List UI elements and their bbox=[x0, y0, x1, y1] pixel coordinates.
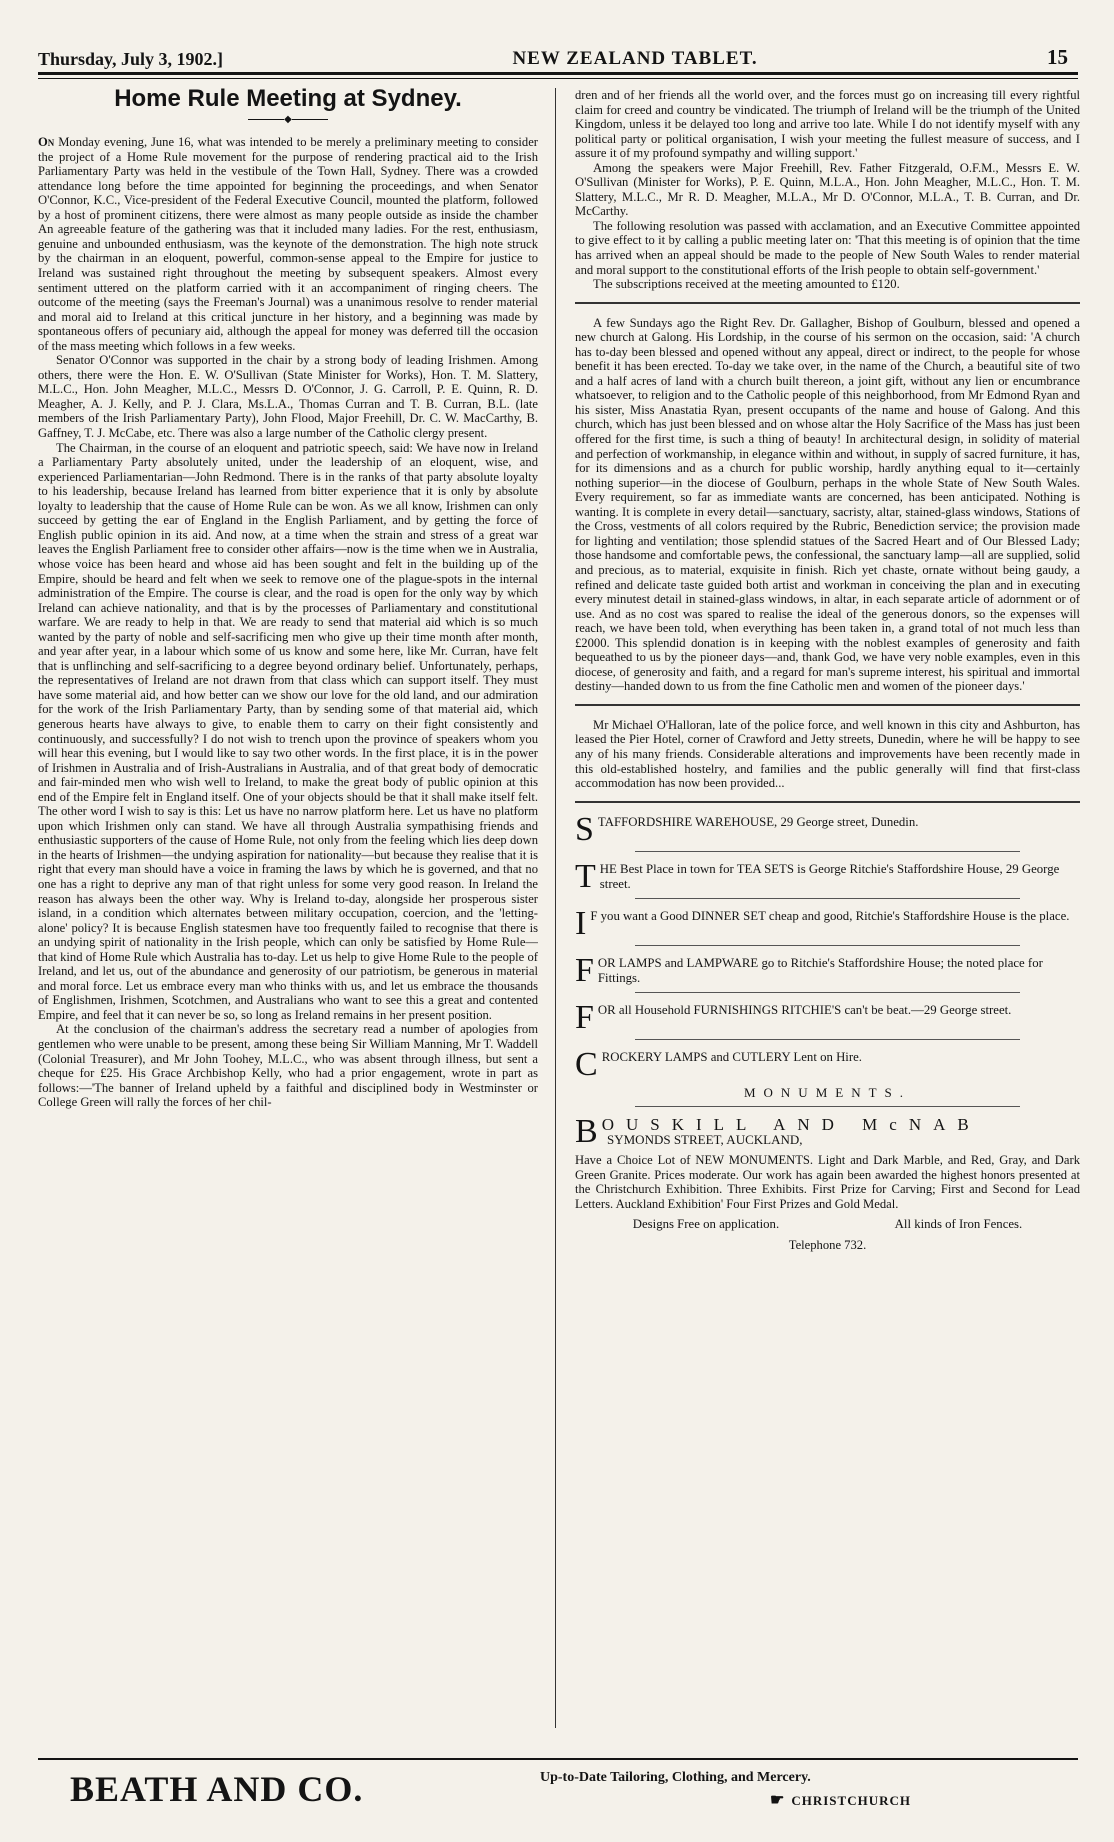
pier-hotel-paragraph: Mr Michael O'Halloran, late of the police force, and well known in this city and Ashburton, has leased the Pier Hotel, corner of Crawford and Jetty streets, Dunedin, where he will be happy to see any of his many friends. Considerable alterations and improvements have been recently made in this old-established hostelry, and families and the public generally will find that first-class accommodation has now been provided... bbox=[575, 717, 1080, 791]
article-paragraph-5: dren and of her friends all the world over, and the forces must go on increasing till every rightful claim for creed and country be vindicated. The triumph of Ireland will be the triumph of the United Kingdom, unless it be delayed too long and arrive too late. While I do not identify myself with any political party or political organisation, I wish your meeting the fullest measure of success, and I assure it of my profound sympathy and willing support.' bbox=[575, 88, 1080, 161]
article-paragraph-7: The following resolution was passed with acclamation, and an Executive Committee appointed to give effect to it by calling a public meeting later on: 'That this meeting is of opinion that the time has arrived when an appeal should be made to the people of New South Wales to render material and moral support to the constitutional efforts of the Irish people to obtain self-government.' bbox=[575, 218, 1080, 277]
title-ornament bbox=[38, 113, 538, 128]
monuments-heading: MONUMENTS. bbox=[743, 1084, 912, 1100]
drop-cap: S bbox=[575, 810, 594, 848]
drop-cap: F bbox=[575, 951, 594, 989]
article-paragraph-3: The Chairman, in the course of an eloquent and patriotic speech, said: We have now in Ireland a Parliamentary Party absolutely united, under the leadership of an eloquent, wise, and experienced Parliamentarian—John Redmond. There is in the ranks of that party absolute loyalty to his leadership, because Ireland has learned from bitter experience that it is only by absolute loyalty to leadership that the cause of Home Rule can be won. As we all know, Irishmen can only succeed by getting the ear of England in the English Parliament, and by getting the force of English public opinion in its aid. And now, at a time when the strain and stress of a great war leaves the English Parliament free to consider other affairs—now is the time when we in Australia, whose voice has been heard and whose aid has been sought and felt in the building up of the Empire, should be heard and felt when we seek to remove one of the plague-spots in the internal administration of the Empire. The course is clear, and the road is open for the only way by which Ireland can achieve nationality, and that is by the processes of Parliamentary and constitutional warfare. We are ready to help in that. We are ready to send that material aid which is so much wanted by the party of noble and self-sacrificing men who give up their time month after month, and year after year, in a labour which some of us know and some here, like Mr. Curran, have felt that is unflinching and self-sacrificing to a degree beyond ordinary belief. Unfortunately, perhaps, the representatives of Ireland are not drawn from that class which can support itself. They must have some material aid, and how better can we show our love for the old land, and our admiration for the work of the Irish Parliamentary Party, than by sending some of that material aid, which generous hearts have always to give, to enable them to carry on their fight consistently and continuously, and successfully? I do not wish to trench upon the province of speakers whom you will hear this evening, but I would like to say two other words. In the first place, it is in the power of Irishmen in Australia and of Irish-Australians in Australia, and of that great body of democratic and fair-minded men who wish well to Ireland, to make the great body of public opinion at this end of the Empire felt in England itself. One of your objects should be that it shall make itself felt. The other word I wish to say is this: Let us have no narrow platform here. Let us have no platform upon which Irishmen only can stand. We have all through Australia sympathising friends and enthusiastic supporters of the cause of Home Rule, not only from the feeling which lies deep down in the hearts of Irishmen—the undying aspiration for nationality—but because they realise that it is right that every man should have a voice in framing the laws by which he is governed, and that no one has a right to deprive any man of that right unless for some very good reason. In Ireland the reason has always been the other way. Why is Ireland to-day, alongside her prosperous sister island, in a condition which alternates between military occupation, coercion, and the 'letting-alone' policy? It is because English statesmen have too frequently failed to recognise that there is an undying spirit of nationality in the Irish people, which can only be satisfied by Home Rule—that kind of Home Rule which Australia has to-day. Let us help to give Home Rule to the people of Ireland, and let us, out of the abundance and generosity of our patriotism, be generous in material and moral force. Let us embrace every man who thinks with us, and let us embrace the thousands of Englishmen, Irishmen, Scotchmen, and Australians who want to see this a great and contented Empire, and feel that it can never be so, so long as Ireland remains in her present position. bbox=[38, 440, 538, 1022]
drop-cap: F bbox=[575, 998, 594, 1036]
firm-address: SYMONDS STREET, AUCKLAND, bbox=[607, 1132, 803, 1148]
article-paragraph-8: The subscriptions received at the meeting amounted to £120. bbox=[593, 277, 900, 292]
article-paragraph-6: Among the speakers were Major Freehill, Rev. Father Fitzgerald, O.F.M., Messrs E. W. O'Sullivan (Minister for Works), P. E. Quinn, M.L.A., Hon. John Meagher, M.L.C., Hon. T. M. Slattery, M.L.C., Mr R. D. Meagher, M.L.A., Mr D. O'Connor, M.L.A., T. B. Curran, and Dr. McCarthy. bbox=[575, 160, 1080, 219]
masthead: NEW ZEALAND TABLET. bbox=[512, 48, 758, 69]
ad-dinner-set bbox=[575, 904, 1080, 942]
article-paragraph-1: On Monday evening, June 16, what was intended to be merely a preliminary meeting to consider the project of a Home Rule movement for the purpose of rendering practical aid to the Irish Parliamentary Party was held in the vestibule of the Town Hall, Sydney. There was a crowded attendance long before the time appointed for beginning the proceedings, and when Senator O'Connor, K.C., Vice-president of the Federal Executive Council, mounted the platform, followed by a host of prominent citizens, there were almost as many people outside as inside the chamber An agreeable feature of the gathering was that it included many ladies. For the rest, enthusiasm, genuine and unbounded enthusiasm, was the keynote of the demonstration. The high note struck by the chairman in an eloquent, powerful, common-sense appeal to the Empire for justice to Ireland was sustained right throughout the meeting by subsequent speakers. Almost every sentiment uttered on the platform carried with it an accompaniment of ringing cheers. The outcome of the meeting (says the Freeman's Journal) was a unanimous resolve to render material and moral aid to Ireland at this critical juncture in her history, and a beginning was made by spontaneous offers of pecuniary aid, although the appeal for money was deferred till the occasion of the mass meeting which follows in a few weeks. bbox=[38, 135, 538, 353]
ad-text: HE Best Place in town for TEA SETS is George Ritchie's Staffordshire House, 29 George street. bbox=[599, 861, 1060, 891]
ad-crockery bbox=[575, 1045, 1080, 1083]
section-divider bbox=[575, 302, 1080, 304]
fences-note: All kinds of Iron Fences. bbox=[894, 1217, 1023, 1232]
ad-staffordshire bbox=[575, 810, 1080, 848]
right-column bbox=[575, 88, 1080, 1748]
drop-cap: T bbox=[575, 857, 596, 895]
ad-divider bbox=[635, 1039, 1020, 1040]
ad-divider bbox=[635, 1106, 1020, 1107]
ad-text: OR all Household FURNISHINGS RITCHIE'S can't be beat.—29 George street. bbox=[597, 1002, 1012, 1017]
city-name: CHRISTCHURCH bbox=[791, 1793, 911, 1808]
pointing-hand-icon: ☛ bbox=[770, 1792, 786, 1809]
galong-paragraph: A few Sundays ago the Right Rev. Dr. Gallagher, Bishop of Goulburn, blessed and opened a new church at Galong. His Lordship, in the course of his sermon on the occasion, said: 'A church has to-day been blessed and opened without any appeal, direct or indirect, to the people for whose benefit it has been erected. To-day we take over, in the name of the Church, a beautiful site of two and a half acres of land with a church built thereon, a joint gift, without any lien or encumbrance whatsoever, to religion and to the Catholic people of this neighborhood, from Mr Edmond Ryan and his sister, Miss Anastatia Ryan, present occupants of the name and house of Galong. And this church, which has just been blessed and on whose altar the Holy Sacrifice of the Mass has just been offered for the first time, is such a thing of beauty! In architectural design, in solidity of material and perfection of workmanship, in elegance within and without, in supply of sacred furniture, it has, for its dimensions and as a church for public worship, hardly anything equal to it—certainly nothing superior—in the diocese of Goulburn, perhaps in the whole State of New South Wales. Every requirement, so far as immediate wants are concerned, has been anticipated. Nothing is wanting. It is complete in every detail—sanctuary, sacristy, altar, stained-glass windows, Stations of the Cross, vestments of all colors required by the Rubric, Benediction service; the provision made for lighting and ventilation; those splendid statues of the Sacred Heart and of Our Blessed Lady; those handsome and comfortable pews, the confessional, the sanctuary lamp—all are supplied, solid and precious, as to material, exquisite in finish. Rich yet chaste, ornate without being gaudy, a refined and delicate taste guided both artist and workman in conceiving the plan and in executing every minutest detail in stained-glass windows, in altar, in each separate article of adornment or of use. And as no cost was spared to realise the ideal of the generous donors, so the expenses will reach, we have been told, when everything has been taken in, a grand total of not much less than £2000. This splendid donation is in keeping with the noblest examples of generosity and faith bequeathed to us by the pioneer days—and, thank God, we have very noble examples, even in this diocese, of generosity and faith, and a regard for man's supreme interest, his spiritual and immortal destiny—handed down to us from the fine Catholic men and women of the pioneer days.' bbox=[575, 315, 1080, 694]
footer-rule bbox=[38, 1758, 1078, 1760]
ad-text: OR LAMPS and LAMPWARE go to Ritchie's Staffordshire House; the noted place for Fittings. bbox=[597, 955, 1043, 985]
footer-tagline: Up-to-Date Tailoring, Clothing, and Mercery. bbox=[540, 1770, 811, 1785]
lead-word: On bbox=[38, 135, 55, 150]
section-divider bbox=[575, 704, 1080, 706]
article-title: Home Rule Meeting at Sydney. bbox=[114, 88, 462, 112]
ad-text: TAFFORDSHIRE WAREHOUSE, 29 George street, Dunedin. bbox=[597, 814, 919, 829]
drop-cap: C bbox=[575, 1045, 598, 1083]
section-divider bbox=[575, 801, 1080, 803]
ad-text: F you want a Good DINNER SET cheap and good, Ritchie's Staffordshire House is the place. bbox=[590, 908, 1070, 923]
header-rule-thin bbox=[38, 78, 1078, 79]
drop-cap: I bbox=[575, 904, 587, 942]
ad-divider bbox=[635, 945, 1020, 946]
footer-city bbox=[770, 1790, 911, 1810]
ad-text: ROCKERY LAMPS and CUTLERY Lent on Hire. bbox=[601, 1049, 863, 1064]
footer-brand: BEATH AND CO. bbox=[70, 1769, 364, 1809]
telephone: Telephone 732. bbox=[788, 1237, 867, 1252]
designs-note: Designs Free on application. bbox=[632, 1217, 780, 1232]
monuments-body: Have a Choice Lot of NEW MONUMENTS. Light and Dark Marble, and Red, Gray, and Dark Green Granite. Prices moderate. Our work has again been awarded the highest honors presented at the Christchurch Exhibition. Three Exhibits. First Prize for Carving; First and Second for Lead Letters. Auckland Exhibition' Four First Prizes and Gold Medal. bbox=[575, 1153, 1080, 1211]
issue-date: Thursday, July 3, 1902.] bbox=[38, 49, 224, 69]
page-header bbox=[38, 40, 1078, 70]
monuments-footer-row bbox=[575, 1217, 1080, 1232]
ad-divider bbox=[635, 851, 1020, 852]
ad-tea-sets bbox=[575, 857, 1080, 895]
ad-bouskill-mcnab bbox=[575, 1113, 1080, 1151]
diamond-icon: ◆ bbox=[284, 113, 292, 125]
header-rule bbox=[38, 72, 1078, 75]
firm-name: OUSKILL AND McNAB bbox=[601, 1115, 981, 1135]
ad-divider bbox=[635, 898, 1020, 899]
article-paragraph-4: At the conclusion of the chairman's address the secretary read a number of apologies from gentlemen who were unable to be present, among these being Sir William Manning, Mr T. Waddell (Colonial Treasurer), and Mr John Toohey, M.L.C., who was absent through illness, but sent a cheque for £25. His Grace Archbishop Kelly, who had a prior engagement, wrote in part as follows:—'The banner of Ireland upheld by a faithful and disciplined body in Westminster or College Green will rally the forces of her chil- bbox=[38, 1022, 538, 1110]
ad-furnishings bbox=[575, 998, 1080, 1036]
article-paragraph-2: Senator O'Connor was supported in the chair by a strong body of leading Irishmen. Among others, there were the Hon. E. W. O'Sullivan (State Minister for Works), Hon. T. M. Slattery, M.L.C., Hon. John Meagher, M.L.C., Messrs D. O'Connor, J. G. Carroll, P. E. Quinn, R. D. Meagher, A. J. Kelly, and P. J. Clara, Ms.L.A., Thomas Curran and T. B. Curran, B.L. (late members of the Irish Parliamentary Party), John Flood, Major Freehill, Dr. C. W. MacCarthy, B. Gaffney, T. J. McCabe, etc. There was also a large number of the Catholic clergy present. bbox=[38, 353, 538, 441]
ad-lamps bbox=[575, 951, 1080, 989]
drop-cap: B bbox=[575, 1113, 598, 1151]
left-column bbox=[38, 88, 538, 1738]
ad-divider bbox=[635, 992, 1020, 993]
page-number: 15 bbox=[1047, 45, 1068, 69]
column-divider bbox=[555, 88, 556, 1728]
